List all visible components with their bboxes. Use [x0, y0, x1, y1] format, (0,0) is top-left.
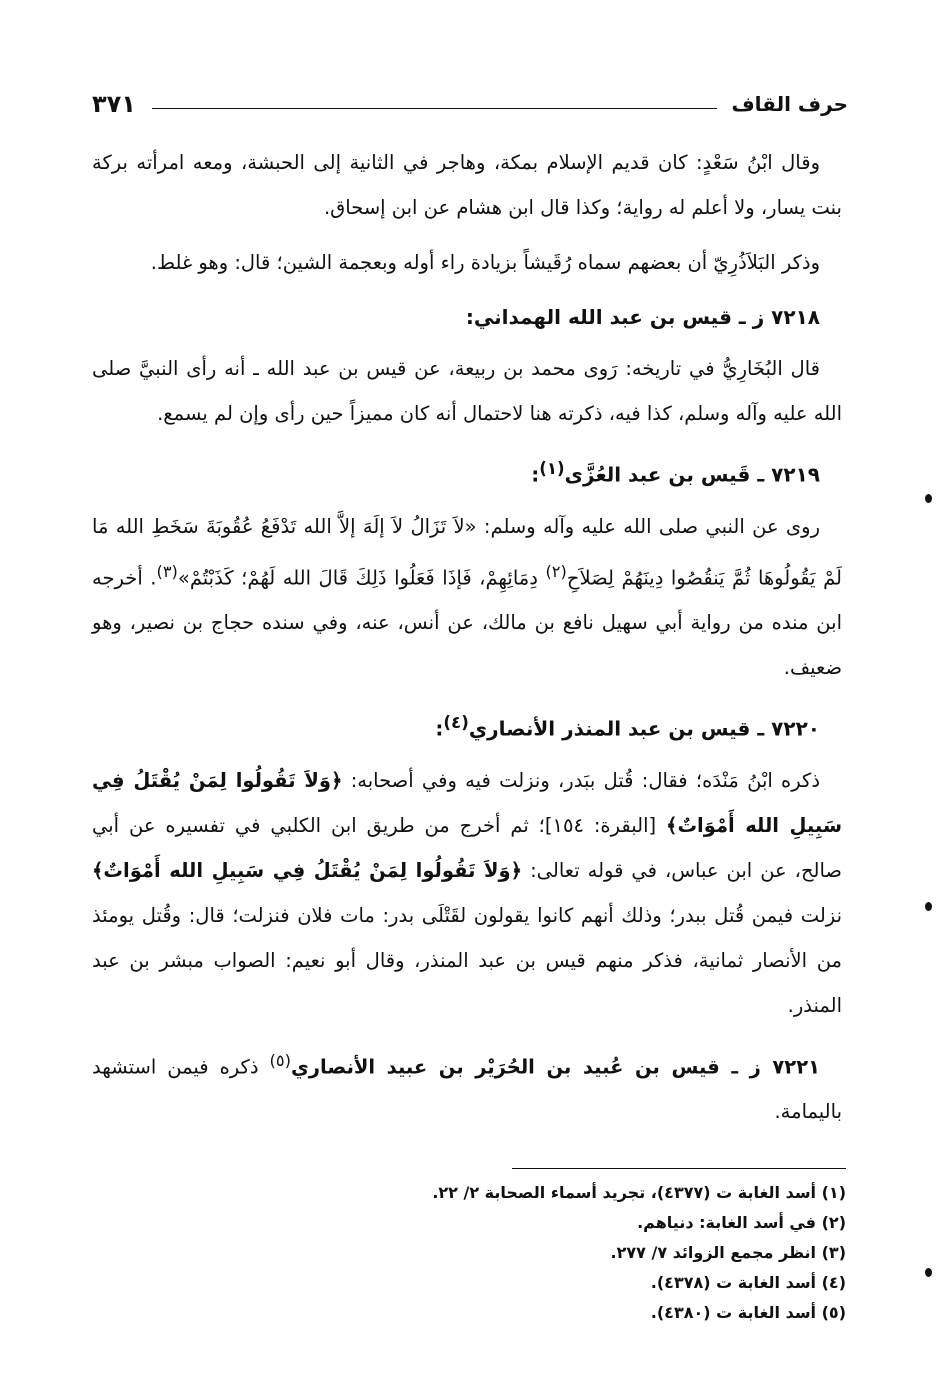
paragraph-baladhuri: وذكر البَلاَذُرِيّ أن بعضهم سماه رُقَيشاً بزيادة راء أوله وبعجمة الشين؛ قال: وهو غلط.	[150, 251, 820, 274]
footnote-ref-1: (١)	[539, 459, 565, 478]
hadith-text-c: . أخرجه ابن منده من رواية أبي سهيل نافع بن مالك، عن أنس، عنه، وفي سنده حجاج بن نصير، وهو ضعيف.	[92, 566, 842, 680]
entry-heading-7220-colon: :	[435, 716, 444, 741]
paragraph-hadith	[92, 504, 842, 691]
footnote-4: (٤) أسد الغابة ت (٤٣٧٨).	[650, 1273, 846, 1292]
scan-mark	[925, 1268, 932, 1277]
footnote-1: (١) أسد الغابة ت (٤٣٧٧)، تجريد أسماء الصحابة ٢/ ٢٢.	[432, 1183, 846, 1202]
entry-7221	[92, 1038, 842, 1135]
entry-heading-7219-colon: :	[531, 462, 540, 487]
page-number: ٣٧١	[92, 90, 136, 118]
footnotes	[380, 1178, 846, 1328]
footnote-ref-2: (٢)	[545, 561, 567, 581]
paragraph-bukhari: قال البُخَارِيُّ في تاريخه: رَوى محمد بن ربيعة، عن قيس بن عبد الله ـ أنه رأى النبيَّ صلى الله عليه وآله وسلم، كذا فيه، ذكرته هنا لاحتمال أنه كان مميزاً حين رأى وإن لم يسمع.	[92, 357, 842, 425]
paragraph-ibn-mandah	[92, 758, 842, 1028]
footnote-rule	[512, 1168, 846, 1169]
quran-verse-2: ﴿وَلاَ تَقُولُوا لِمَنْ يُقْتَلُ فِي سَبِيلِ الله أَمْوَاتٌ﴾	[92, 858, 523, 882]
header-rule	[152, 108, 717, 109]
footnote-5: (٥) أسد الغابة ت (٤٣٨٠).	[650, 1303, 846, 1322]
quran-verse-1: ﴿وَلاَ تَقُولُوا لِمَنْ يُقْتَلُ فِي سَبِيلِ الله أَمْوَاتٌ﴾	[92, 768, 842, 837]
entry-heading-7218: ٧٢١٨ ز ـ قيس بن عبد الله الهمداني:	[465, 305, 820, 329]
hadith-text-b: دِمَائِهِمْ، فَإذَا فَعَلُوا ذَلِكَ قَالَ الله لَهُمْ؛ كَذَبْتُمْ»	[177, 566, 546, 590]
entry-heading-7220	[92, 700, 842, 752]
entry-heading-7219	[92, 446, 842, 498]
running-head	[92, 84, 848, 124]
footnote-3: (٣) انظر مجمع الزوائد ٧/ ٢٧٧.	[610, 1243, 846, 1262]
ibn-mandah-text-c: نزلت فيمن قُتل ببدر؛ وذلك أنهم كانوا يقولون لقَتْلَى بدر: مات فلان فنزلت؛ قال: وقُتل يومئذ من الأنصار ثمانية، فذكر منهم قيس بن عبد المنذر، وقال أبو نعيم: الصواب مبشر بن عبد المنذر.	[92, 903, 842, 1017]
main-text	[92, 140, 842, 1144]
scan-mark	[925, 902, 932, 911]
hadith-text-a: روى عن النبي صلى الله عليه وآله وسلم: «لاَ تَزَالُ لاَ إلَهَ إلاَّ الله تَدْفَعُ عُقُوبَةَ سَخَطِ الله مَا لَمْ يَقُولُوهَا ثُمَّ يَنقُصُوا دِينَهُمْ لِصَلاَحِ	[92, 514, 842, 590]
footnote-ref-4: (٤)	[443, 713, 469, 733]
ibn-mandah-text-a: ذكره ابْنُ مَنْدَه؛ فقال: قُتل ببَدر، ونزلت فيه وفي أصحابه:	[342, 768, 820, 792]
ibn-mandah-text-b: [البقرة: ١٥٤]؛ ثم أخرج من طريق ابن الكلبي في تفسيره عن أبي صالح، عن ابن عباس، في قوله تعالى:	[92, 813, 842, 882]
entry-heading-7219-text: ٧٢١٩ ـ قَيس بن عبد العُزَّى	[564, 462, 820, 487]
footnote-ref-3: (٣)	[156, 561, 178, 581]
paragraph-ibn-saad: وقال ابْنُ سَعْدٍ: كان قديم الإسلام بمكة، وهاجر في الثانية إلى الحبشة، ومعه امرأته بركة بنت يسار، ولا أعلم له رواية؛ وكذا قال ابن هشام عن ابن إسحاق.	[92, 151, 842, 219]
footnote-2: (٢) في أسد الغابة: دنياهم.	[637, 1213, 846, 1232]
footnote-ref-5: (٥)	[269, 1050, 291, 1070]
running-title: حرف القاف	[731, 92, 848, 116]
entry-heading-7220-text: ٧٢٢٠ ـ قيس بن عبد المنذر الأنصاري	[468, 716, 820, 741]
scan-mark	[925, 494, 932, 503]
entry-heading-7221: ٧٢٢١ ز ـ قيس بن عُبيد بن الحُرَيْر بن عبيد الأنصاري	[290, 1055, 820, 1079]
entry-7221-text: ذكره فيمن استشهد باليمامة.	[92, 1055, 842, 1124]
